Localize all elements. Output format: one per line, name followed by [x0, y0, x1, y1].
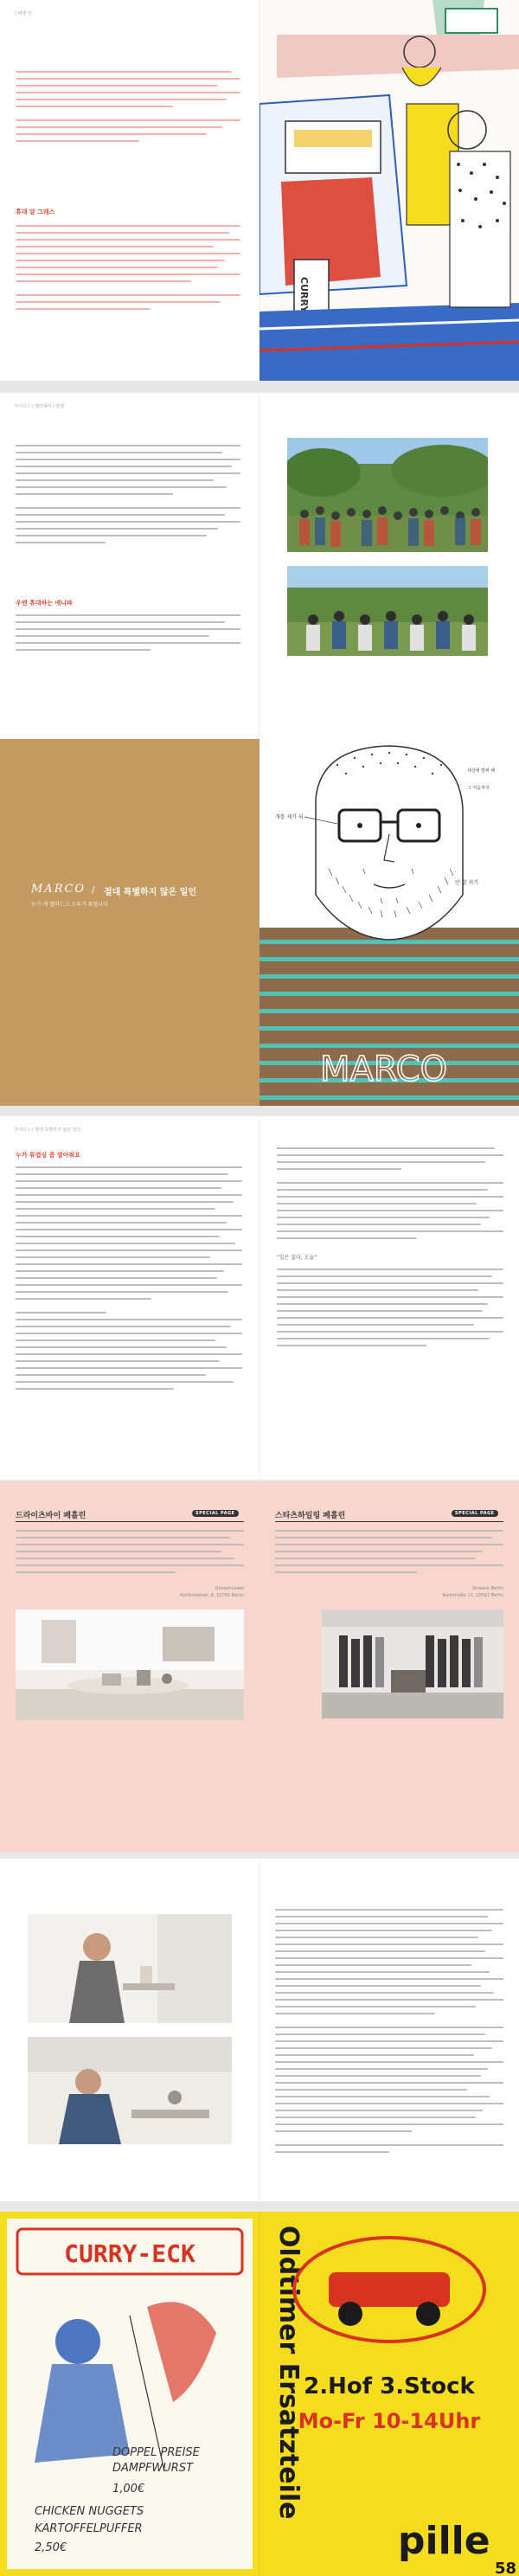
- gutter: [259, 1116, 260, 1480]
- body-text-right: [277, 1147, 503, 1251]
- spread-7-right-page: [260, 2212, 519, 2576]
- title-rule: [16, 1521, 244, 1522]
- body-text: [275, 1530, 503, 1578]
- man-working-photo-1: [28, 1914, 232, 2023]
- gutter: [259, 0, 260, 381]
- spread-5-right-page: [260, 1481, 519, 1852]
- body-text-right-2: [277, 1269, 503, 1352]
- marco-doodle-text: MARCO: [320, 1050, 448, 1089]
- note-chin: 안 할 저기: [455, 880, 478, 886]
- caption-1: Stilwerk Berlin: [471, 1586, 503, 1591]
- subhead: 휴대 앞 그래스: [16, 209, 55, 215]
- running-head: 스페셜 인: [14, 11, 32, 16]
- body-text: [16, 1166, 242, 1395]
- spread-3: [0, 739, 519, 1106]
- spread-4-right-page: [260, 1116, 519, 1480]
- spread-1-right-page: [260, 0, 519, 381]
- shop-photo: [322, 1609, 503, 1718]
- gutter: [259, 393, 260, 739]
- group-photo: [287, 566, 488, 656]
- poster-right-num: 58: [495, 2560, 517, 2576]
- running-head: 가이더스 / 벨린에서 / 옆엔: [14, 404, 65, 409]
- poster-left-menu-6: 2,50€: [35, 2541, 67, 2554]
- poster-left-menu-1: DOPPEL PREISE: [112, 2446, 200, 2459]
- marco-portrait-illustration: [260, 739, 519, 1106]
- right-special-tag: SPECIAL PAGE: [452, 1510, 498, 1517]
- running-head: 가이더스 / 절대 특별하지 않은 일인: [14, 1127, 81, 1133]
- body-text-red: [16, 71, 240, 147]
- spread-2-left-page: [0, 393, 260, 739]
- spread-6: [0, 1859, 519, 2201]
- spread-4: [0, 1116, 519, 1480]
- spread-3-left-page: [0, 739, 260, 1106]
- poster-right-line2: Mo-Fr 10-14Uhr: [298, 2409, 481, 2433]
- poster-right-title: Oldtimer Ersatzteile: [273, 2226, 304, 2520]
- subhead: 우엔 휴대하는 애니파: [16, 600, 73, 607]
- title-separator: /: [92, 884, 95, 896]
- body-text: [16, 225, 240, 315]
- oldtimer-poster: [260, 2212, 519, 2576]
- left-page-title: 드라이츠바이 페흘린: [16, 1512, 86, 1520]
- studio-photo: [16, 1609, 244, 1720]
- title-main: 절대 특별하지 않은 일인: [104, 888, 197, 897]
- body-text-right: [275, 1909, 503, 2158]
- spread-7: [0, 2212, 519, 2576]
- street-food-illustration: [260, 0, 519, 381]
- note-glasses: 개를 세가 되: [275, 814, 304, 820]
- body-text: [16, 1530, 244, 1578]
- caption-1: Dreizehnzwei: [215, 1586, 244, 1591]
- man-working-photo-2: [28, 2037, 232, 2144]
- gutter: [259, 1859, 260, 2201]
- caption-2: Kantstraße 17, 10623 Berlin: [442, 1593, 503, 1598]
- spread-5: [0, 1481, 519, 1852]
- spread-1: [0, 0, 519, 381]
- poster-left-menu-2: DAMPFWURST: [112, 2462, 194, 2475]
- spread-1-left-page: [0, 0, 260, 381]
- title-rule: [275, 1521, 503, 1522]
- spread-5-left-page: [0, 1481, 260, 1852]
- gutter: [259, 2212, 260, 2576]
- spread-4-left-page: [0, 1116, 260, 1480]
- note-right-mid: 그 처음까지: [467, 786, 490, 791]
- spread-6-left-page: [0, 1859, 260, 2201]
- subhead: 누가 튜엽심 좀 열어줘요: [16, 1152, 80, 1159]
- spread-7-left-page: [0, 2212, 260, 2576]
- spread-6-right-page: [260, 1859, 519, 2201]
- svg-text:CURRY: CURRY: [298, 277, 310, 313]
- right-page-title: 스타츠하일링 페흘린: [275, 1512, 346, 1520]
- note-right-top: 세상에 벌써 해: [467, 768, 496, 774]
- poster-left-title: CURRY-ECK: [64, 2239, 195, 2268]
- body-text-2: [16, 614, 240, 656]
- spread-2: [0, 393, 519, 739]
- poster-left-menu-4: CHICKEN NUGGETS: [35, 2505, 144, 2518]
- subtitle: 누가 게 멜러드고 오우기 튜엽니다: [31, 902, 108, 908]
- poster-right-bottom: pille: [398, 2519, 490, 2563]
- body-text: [16, 445, 240, 549]
- left-special-tag: SPECIAL PAGE: [192, 1510, 239, 1517]
- spread-2-right-page: [260, 393, 519, 739]
- caption-2: Kurfürstenstr. 8, 10785 Berlin: [180, 1593, 244, 1598]
- poster-left-menu-5: KARTOFFELPUFFER: [35, 2522, 143, 2535]
- title-script: MARCO: [31, 883, 86, 896]
- poster-left-menu-3: 1,00€: [112, 2483, 145, 2496]
- curry-eck-poster: [0, 2212, 260, 2576]
- quote-line: "일은 없다, 오늘": [277, 1255, 317, 1261]
- crowd-photo: [287, 438, 488, 552]
- spread-3-right-page: [260, 739, 519, 1106]
- poster-right-line1: 2.Hof 3.Stock: [304, 2374, 475, 2399]
